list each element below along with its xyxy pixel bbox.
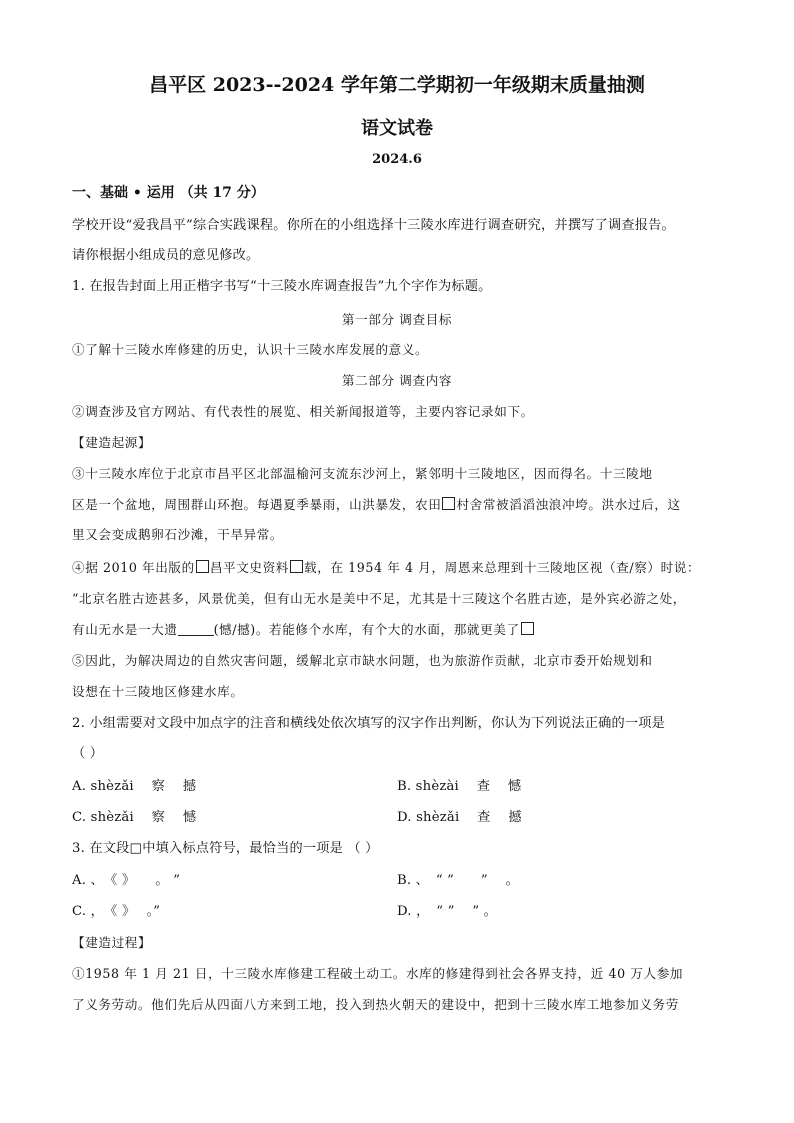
report-item-3-line <box>72 494 681 513</box>
punctuation-box <box>442 497 455 510</box>
report-item-4-line <box>72 619 535 638</box>
report-item-6-line: ①1958 年 1 月 21 日，十三陵水库修建工程破土动工。水库的修建得到社会各界支持，近 40 万人参加 <box>72 966 684 981</box>
section-heading: 一、基础 • 运用 （共 17 分） <box>72 185 265 201</box>
report-item-5-line: 设想在十三陵地区修建水库。 <box>72 684 244 699</box>
report-item-3-line: 里又会变成鹅卵石沙滩，干旱异常。 <box>72 527 284 542</box>
intro-line: 请你根据小组成员的意见修改。 <box>72 248 260 263</box>
intro-line: 学校开设“爱我昌平”综合实践课程。你所在的小组选择十三陵水库进行调查研究，并撰写了调查报告。 <box>72 218 675 233</box>
report-item-6-line: 了义务劳动。他们先后从四面八方来到工地，投入到热火朝天的建设中，把到十三陵水库工地参加义务劳 <box>72 997 679 1012</box>
report-item-3-line: ③十三陵水库位于北京市昌平区北部温榆河支流东沙河上，紧邻明十三陵地区，因而得名。十三陵地 <box>72 466 653 481</box>
fill-blank <box>178 623 214 636</box>
report-part1-title: 第一部分 调查目标 <box>341 312 453 327</box>
option-c: C. shèzǎi 察 憾 <box>72 810 197 825</box>
punctuation-box <box>521 622 534 635</box>
page-title: 昌平区 2023--2024 学年第二学期初一年级期末质量抽测 <box>149 74 645 96</box>
question-2: 2. 小组需要对文段中加点字的注音和横线处依次填写的汉字作出判断，你认为下列说法正确的一项是 <box>72 716 666 731</box>
punctuation-box <box>196 560 209 573</box>
report-bracket-origin: 【建造起源】 <box>72 435 152 450</box>
report-item-1: ①了解十三陵水库修建的历史，认识十三陵水库发展的意义。 <box>72 342 429 357</box>
text-run: ④据 2010 年出版的 <box>72 560 195 575</box>
text-run: 区是一个盆地，周围群山环抱。每遇夏季暴雨，山洪暴发，农田 <box>72 497 442 512</box>
report-item-5-line: ⑤因此，为解决周边的自然灾害问题，缓解北京市缺水问题，也为旅游作贡献，北京市委开始规划和 <box>72 653 653 668</box>
option-b: B. 、 “ ” ” 。 <box>397 873 520 888</box>
option-d: D. shèzǎi 查 撼 <box>397 810 522 825</box>
text-run: 载，在 1954 年 4 月，周恩来总理到十三陵地区视（查/察）时说： <box>304 560 701 575</box>
option-c: C. ， 《 》 。” <box>72 904 161 919</box>
question-1: 1. 在报告封面上用正楷字书写“十三陵水库调查报告”九个字作为标题。 <box>72 279 492 294</box>
option-d: D. ， “ ” ” 。 <box>397 904 498 919</box>
report-bracket-process: 【建造过程】 <box>72 935 152 950</box>
text-run: 有山无水是一大遗 <box>72 622 178 637</box>
report-item-4-line <box>72 557 700 576</box>
option-a: A. 、 《 》 。 ” <box>72 873 181 888</box>
report-item-4-line: “北京名胜古迹甚多，风景优美，但有山无水是美中不足，尤其是十三陵这个名胜古迹，是外宾必游之处， <box>72 591 686 606</box>
question-3: 3. 在文段□中填入标点符号，最恰当的一项是 （ ） <box>72 841 379 856</box>
report-item-2: ②调查涉及官方网站、有代表性的展览、相关新闻报道等，主要内容记录如下。 <box>72 404 534 419</box>
text-run: 村舍常被滔滔浊浪冲垮。洪水过后，这 <box>456 497 681 512</box>
report-part2-title: 第二部分 调查内容 <box>341 373 453 388</box>
text-run: 昌平文史资料 <box>209 560 289 575</box>
page-subtitle: 语文试卷 <box>361 118 433 139</box>
option-a: A. shèzǎi 察 撼 <box>72 779 197 794</box>
exam-date: 2024.6 <box>372 152 422 167</box>
text-run: (憾/撼)。若能修个水库，有个大的水面，那就更美了 <box>213 622 520 637</box>
answer-paren: （ ） <box>72 746 104 761</box>
punctuation-box <box>290 560 303 573</box>
option-b: B. shèzài 查 憾 <box>397 779 522 794</box>
